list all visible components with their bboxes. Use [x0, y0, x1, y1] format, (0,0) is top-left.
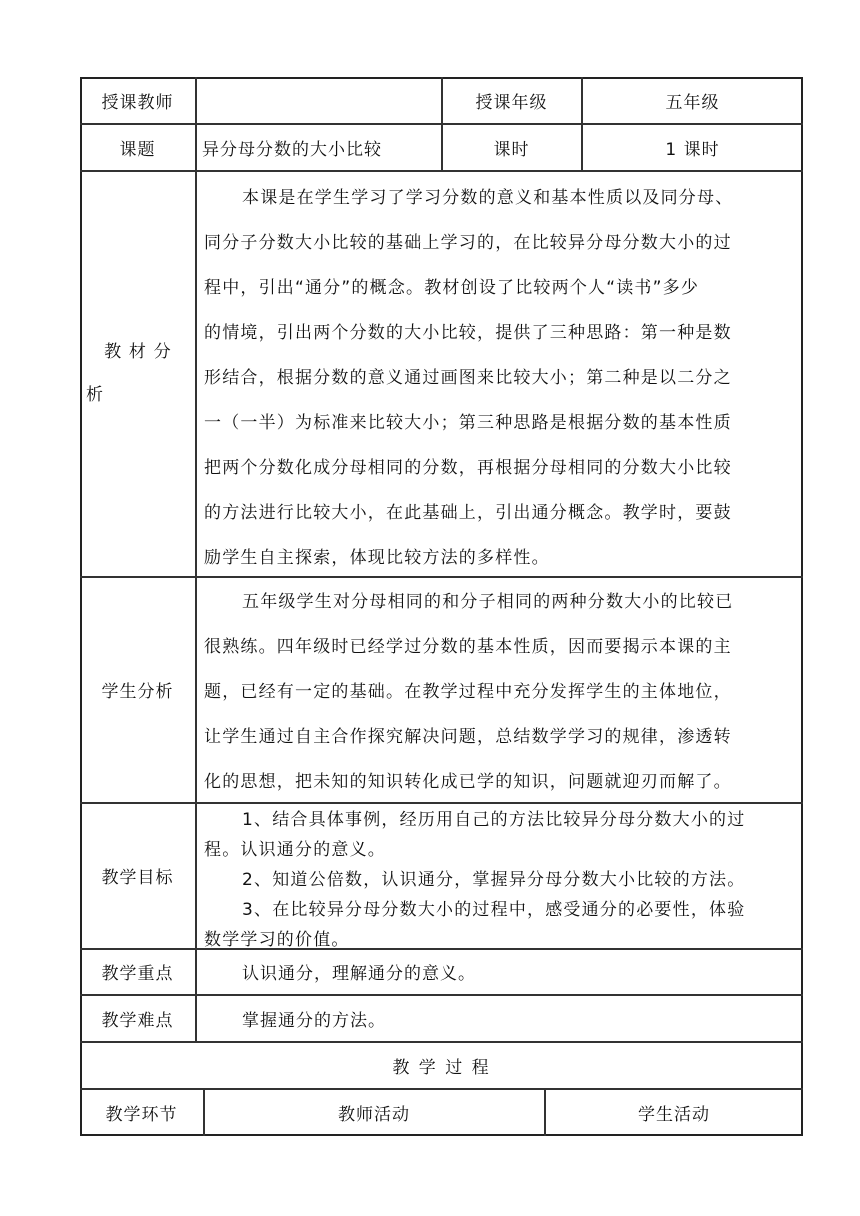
process-col-student: 学生活动 [638, 1105, 710, 1125]
column-divider [195, 77, 197, 1041]
text-line: 同分子分数大小比较的基础上学习的，在比较异分母分数大小的过 [204, 233, 732, 253]
text-line: 很熟练。四年级时已经学过分数的基本性质，因而要揭示本课的主 [204, 637, 732, 657]
process-col-stage: 教学环节 [105, 1105, 178, 1125]
objectives-text [204, 805, 800, 955]
student-analysis-label: 学生分析 [101, 682, 174, 702]
objective-line: 3、在比较异分母分数大小的过程中，感受通分的必要性，体验 [242, 900, 746, 920]
text-line: 题，已经有一定的基础。在教学过程中充分发挥学生的主体地位， [204, 682, 732, 702]
topic-label: 课题 [119, 139, 156, 160]
objectives-label: 教学目标 [101, 868, 174, 888]
period-label: 课时 [493, 139, 530, 160]
text-line: 的情境，引出两个分数的大小比较，提供了三种思路：第一种是数 [204, 323, 732, 343]
text-line: 让学生通过自主合作探究解决问题，总结数学学习的规律，渗透转 [204, 727, 732, 747]
text-line: 励学生自主探索，体现比较方法的多样性。 [204, 548, 550, 568]
text-line: 把两个分数化成分母相同的分数，再根据分母相同的分数大小比较 [204, 458, 732, 478]
period-value: 1 课时 [665, 139, 720, 160]
material-analysis-label-line: 教 材 分 [104, 342, 172, 362]
grade-value: 五年级 [665, 92, 720, 113]
topic-value: 异分母分数的大小比较 [202, 139, 382, 160]
key-point-value: 认识通分，理解通分的意义。 [242, 964, 476, 984]
row-divider [80, 170, 803, 172]
material-analysis-text [204, 176, 800, 581]
objective-line: 2、知道公倍数，认识通分，掌握异分母分数大小比较的方法。 [242, 870, 746, 890]
teacher-value [196, 77, 441, 123]
process-title: 教 学 过 程 [392, 1057, 491, 1078]
key-point-label: 教学重点 [101, 964, 174, 984]
material-analysis-label-line: 析 [86, 385, 105, 405]
objective-line: 程。认识通分的意义。 [204, 840, 386, 860]
grade-label: 授课年级 [475, 92, 548, 113]
objective-line: 数学学习的价值。 [204, 930, 350, 950]
text-line: 的方法进行比较大小，在此基础上，引出通分概念。教学时，要鼓 [204, 503, 732, 523]
material-analysis-label [84, 330, 192, 415]
text-line: 程中，引出“通分”的概念。教材创设了比较两个人“读书”多少 [204, 278, 700, 298]
teacher-label: 授课教师 [101, 92, 174, 113]
process-col-teacher: 教师活动 [338, 1105, 410, 1125]
text-line: 形结合，根据分数的意义通过画图来比较大小；第二种是以二分之 [204, 368, 732, 388]
text-line: 本课是在学生学习了学习分数的意义和基本性质以及同分母、 [242, 188, 734, 208]
text-line: 化的思想，把未知的知识转化成已学的知识，问题就迎刃而解了。 [204, 772, 732, 792]
text-line: 一（一半）为标准来比较大小；第三种思路是根据分数的基本性质 [204, 413, 732, 433]
student-analysis-text [204, 580, 800, 805]
text-line: 五年级学生对分母相同的和分子相同的两种分数大小的比较已 [242, 592, 734, 612]
difficulty-value: 掌握通分的方法。 [242, 1010, 386, 1031]
objective-line: 1、结合具体事例，经历用自己的方法比较异分母分数大小的过 [242, 810, 746, 830]
difficulty-label: 教学难点 [101, 1010, 174, 1031]
